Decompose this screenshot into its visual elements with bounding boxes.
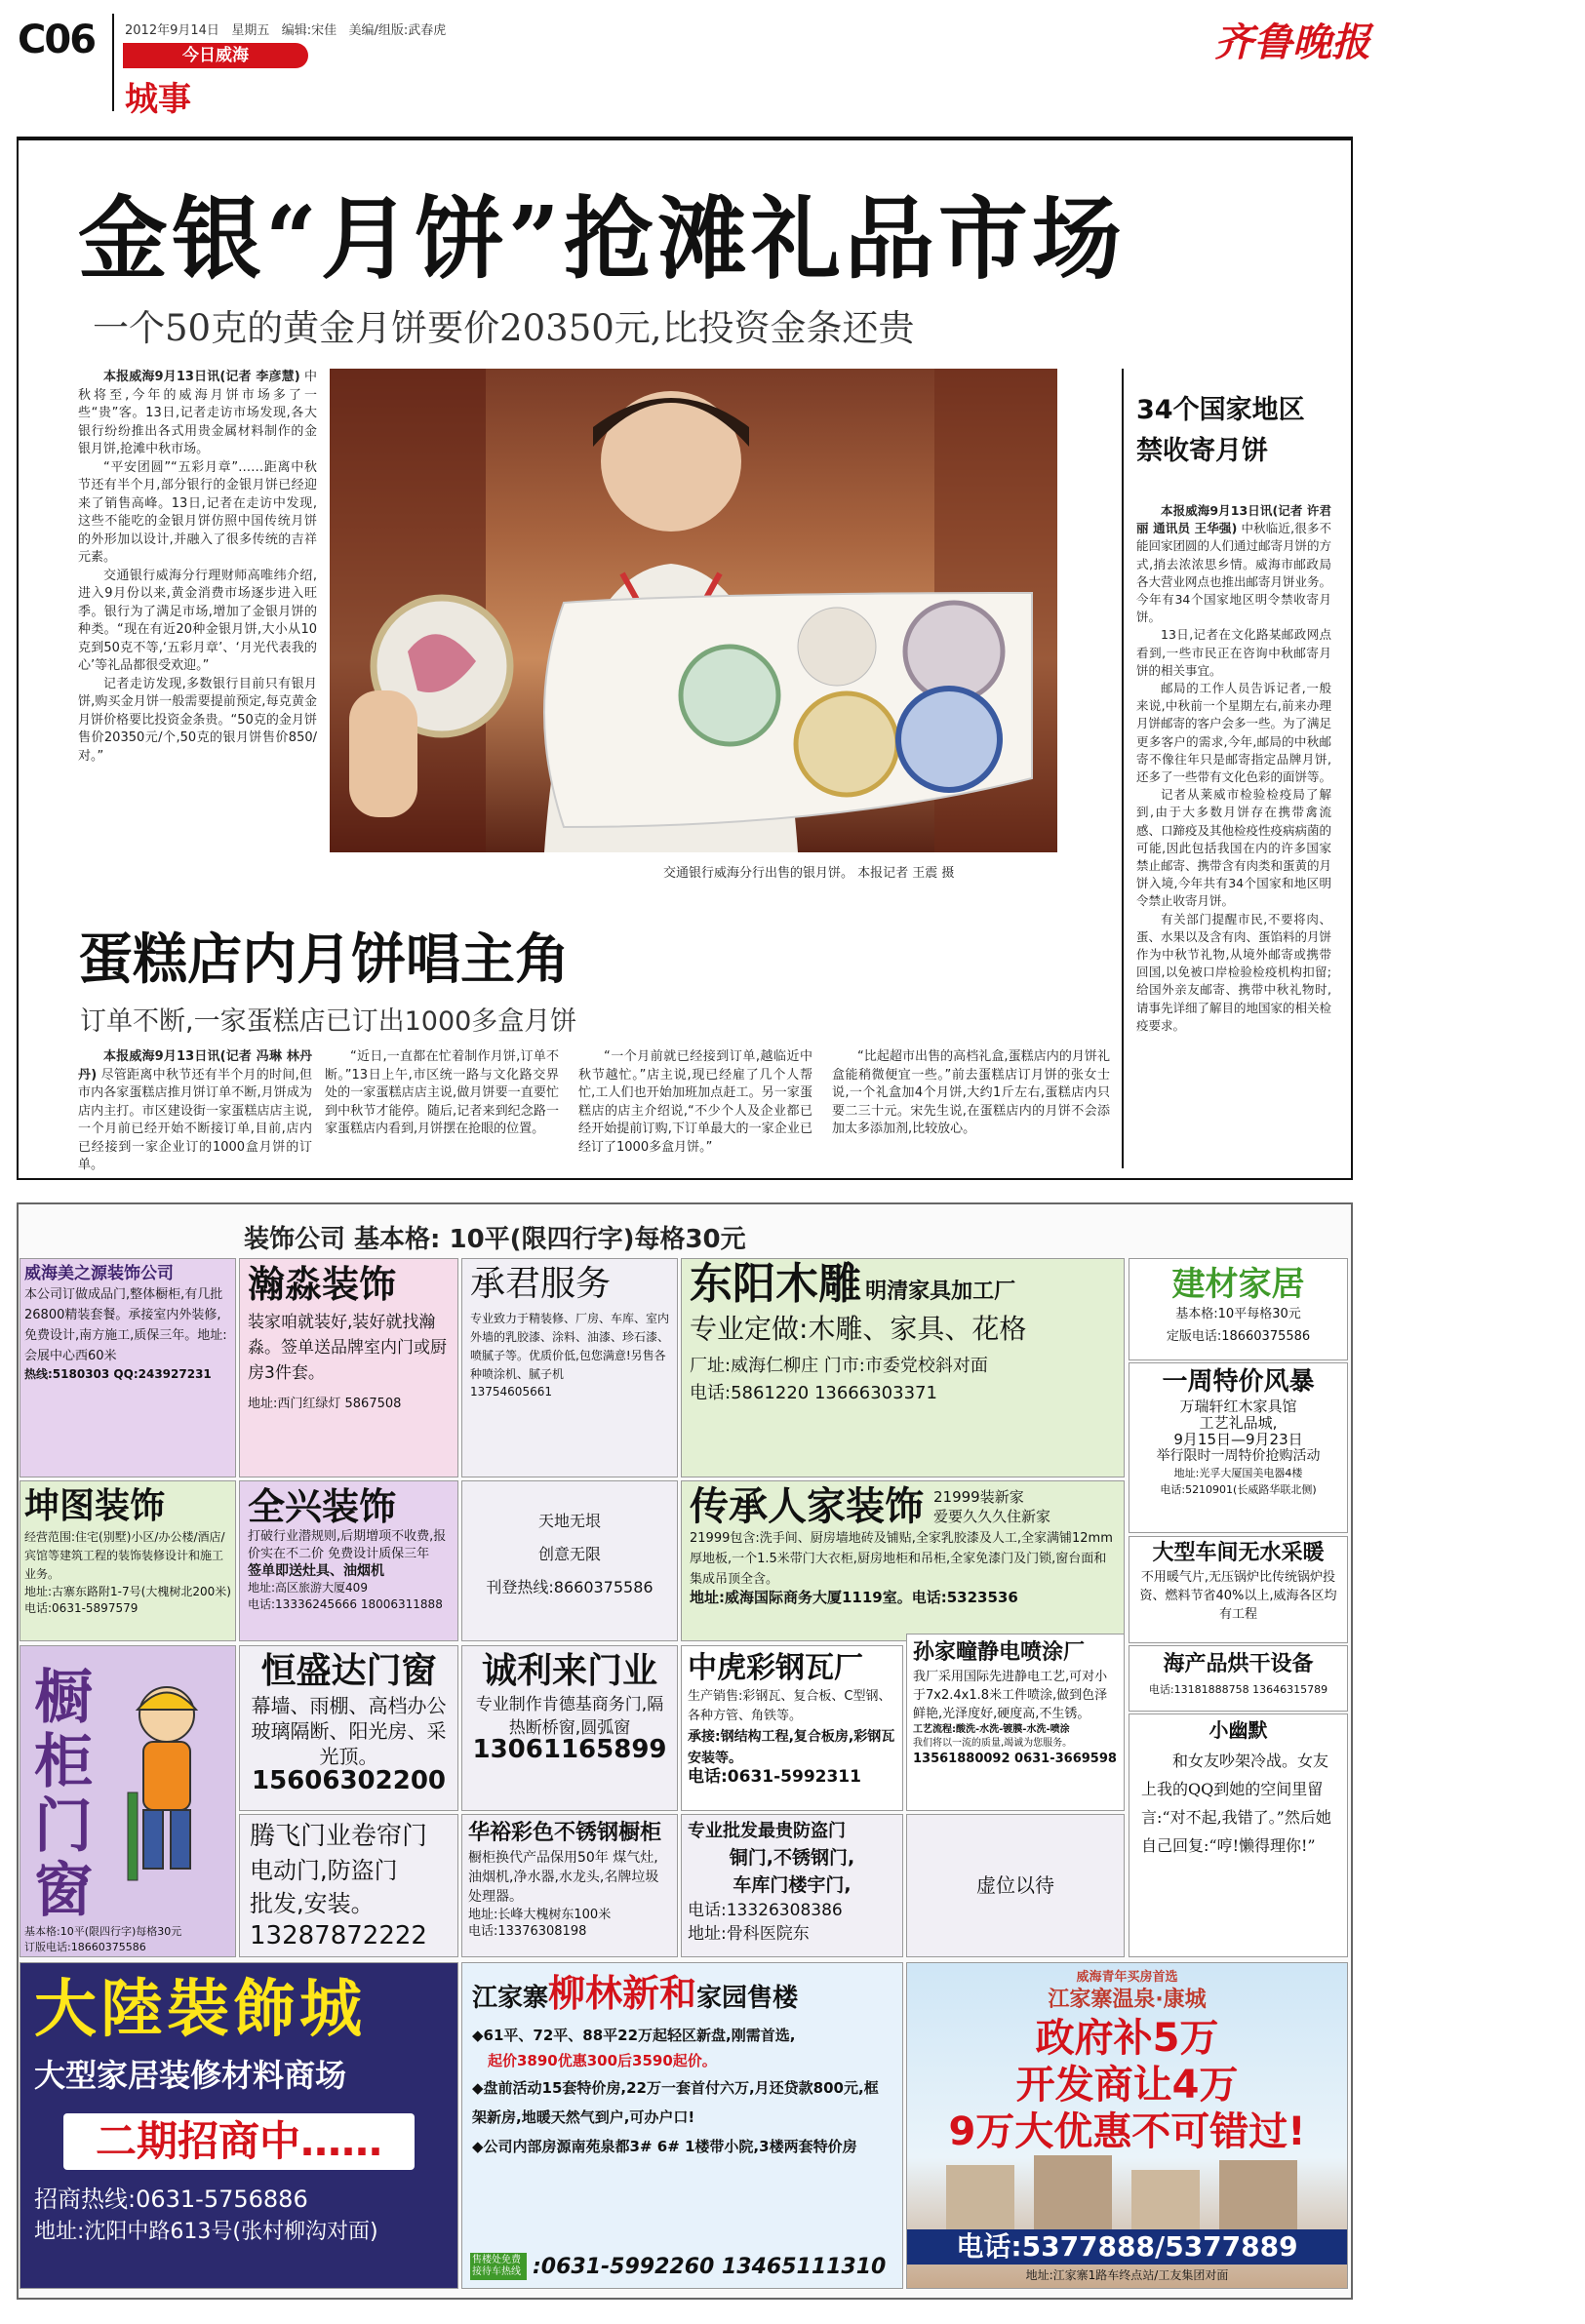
section-tag: 今日威海 bbox=[123, 43, 308, 68]
ad-hengsheng: 恒盛达门窗 幕墙、雨棚、高档办公玻璃隔断、阳光房、采光顶。 15606302200 bbox=[239, 1645, 458, 1811]
banner-wenquan: 威海青年买房首选 江家寨温泉·康城 政府补5万 开发商让4万 9万大优惠不可错过! 电话:5377888/5377889 地址:江家寨1路车终点站/工友集团对面 bbox=[906, 1962, 1348, 2289]
ad-sunjia: 孙家疃静电喷涂厂 我厂采用国际先进静电工艺,可对小于7x2.4x1.8米工件喷涂,做到色泽鲜艳,光泽度好,硬度高,不生锈。 工艺流程:酸洗-水洗-镀膜-水洗-喷涂 我们将以一流的质量,竭诚为您服务。 13561880092 0631-3669598 bbox=[906, 1634, 1125, 1811]
ad-jiancai: 建材家居 基本格:10平每格30元 定版电话:18660375586 bbox=[1129, 1258, 1348, 1360]
banner-dalu: 大陸裝飾城 大型家居装修材料商场 二期招商中…… 招商热线:0631-5756886 地址:沈阳中路613号(张村柳沟对面) bbox=[20, 1962, 458, 2289]
ad-kuntu: 坤图装饰 经营范围:住宅(别墅)小区/办公楼/酒店/宾馆等建筑工程的装饰装修设计和施工业务。 地址:古寨东路附1-7号(大槐树北200米)电话:0631-5897579 bbox=[20, 1480, 236, 1641]
ad-haichan: 海产品烘干设备 电话:13181888758 13646315789 bbox=[1129, 1645, 1348, 1712]
ad-yizhou: 一周特价风暴 万瑞轩红木家具馆 工艺礼品城, 9月15日—9月23日 举行限时一周特价抢购活动 地址:光孚大厦国美电器4楼 电话:5210901(长威路华联北侧) bbox=[1129, 1362, 1348, 1533]
ad-chengjun: 承君服务 专业致力于精装修、厂房、车库、室内外墙的乳胶漆、涂料、油漆、珍石漆、喷腻子等。优质价低,包您满意!另售各种喷涂机、腻子机 13754605661 bbox=[461, 1258, 678, 1477]
ad-chengli: 诚利来门业 专业制作肯德基商务门,隔热断桥窗,圆弧窗 13061165899 bbox=[461, 1645, 678, 1811]
ad-xuwei: 虚位以待 bbox=[906, 1814, 1125, 1957]
ad-chuancheng: 传承人家装饰 21999装新家 爱要久久久住新家 21999包含:洗手间、厨房墙地砖及铺贴,全家乳胶漆及人工,全家满铺12mm厚地板,一个1.5米带门大衣柜,厨房地柜和吊柜,全家免漆门及门锁,窗台面和集成吊顶全含。 地址:威海国际商务大厦1119室。电话:5323536 bbox=[681, 1480, 1125, 1641]
story2-col-3: “一个月前就已经接到订单,越临近中秋节越忙。”店主说,现已经雇了几个人帮忙,工人们也开始加班加点赶工。另一家蛋糕店的店主介绍说,“不少个人及企业都已经开始提前订购,下订单最大的一家企业已经订了1000多盒月饼。” bbox=[578, 1049, 812, 1155]
banner-liulin: 江家寨柳林新和家园售楼 ◆61平、72平、88平22万起轻区新盘,刚需首选, 起价3890优惠300后3590起价。 ◆盘前活动15套特价房,22万一套首付六万,月还贷款800元,框架新房,地暖天然气到户,可办户口! ◆公司内部房源南苑泉都3# 6# 1楼带小院,3楼两套特价房 售楼处免费接待车热线 :0631-5992260 13465111310 bbox=[461, 1962, 903, 2289]
page-header bbox=[0, 0, 1585, 122]
story2-subhead: 订单不断,一家蛋糕店已订出1000多盒月饼 bbox=[80, 1006, 577, 1037]
ad-fangdao: 专业批发最贵防盗门 铜门,不锈钢门, 车库门楼宇门, 电话:13326308386 地址:骨科医院东 bbox=[681, 1814, 903, 1957]
story2-col-4: “比起超市出售的高档礼盒,蛋糕店内的月饼礼盒能稍微便宜一些。”前去蛋糕店订月饼的张女士说,一个礼盒加4个月饼,大约1斤左右,蛋糕店内只要二三十元。宋先生说,在蛋糕店内的月饼不会添加太多添加剂,比较放心。 bbox=[832, 1049, 1110, 1136]
ad-tiandi: 天地无垠 创意无限 刊登热线:8660375586 bbox=[461, 1480, 678, 1641]
main-headline: 金银“月饼”抢滩礼品市场 bbox=[78, 186, 1126, 292]
main-subhead: 一个50克的黄金月饼要价20350元,比投资金条还贵 bbox=[93, 307, 915, 349]
photo-illustration bbox=[330, 369, 1057, 852]
sidebar-lead: 本报威海9月13日讯(记者 许君丽 通讯员 王华强) bbox=[1136, 503, 1331, 536]
sidebar-story-text: 本报威海9月13日讯(记者 许君丽 通讯员 王华强) 中秋临近,很多不能回家团圆的人们通过邮寄月饼的方式,捎去浓浓思乡情。威海市邮政局各大营业网点也推出邮寄月饼业务。今年有34个国家地区明令禁收寄月饼。 13日,记者在文化路某邮政网点看到,一些市民正在咨询中秋邮寄月饼的相关事宜。 邮局的工作人员告诉记者,一般来说,中秋前一个星期左右,前来办理月饼邮寄的客户会多一些。为了满足更多客户的需求,今年,邮局的中秋邮寄不像往年只是邮寄指定品牌月饼,还多了一些带有文化色彩的面饼等。 记者从莱威市检验检疫局了解到,由于大多数月饼存在携带禽流感、口蹄疫及其他检疫性疫病病菌的可能,因此包括我国在内的许多国家禁止邮寄、携带含有肉类和蛋黄的月饼入境,今年共有34个国家和地区明令禁止收寄月饼。 有关部门提醒市民,不要将肉、蛋、水果以及含有肉、蛋馅料的月饼作为中秋节礼物,从境外邮寄或携带回国,以免被口岸检验检疫机构扣留;给国外亲友邮寄、携带中秋礼物时,请事先详细了解目的地国家的相关检疫要求。 bbox=[1136, 503, 1331, 1033]
ad-joke: 小幽默 和女友吵架冷战。女友上我的QQ到她的空间里留言:“对不起,我错了。”然后她自己回复:“哼!懒得理你!” bbox=[1129, 1713, 1348, 1957]
header-meta: 2012年9月14日 星期五 编辑:宋佳 美编/组版:武春虎 bbox=[125, 23, 447, 38]
ad-tengfei: 腾飞门业卷帘门 电动门,防盗门 批发,安装。 13287872222 bbox=[239, 1814, 458, 1957]
ad-dongyang: 东阳木雕 明清家具加工厂 专业定做:木雕、家具、花格 厂址:威海仁柳庄 门市:市委党校斜对面 电话:5861220 13666303371 bbox=[681, 1258, 1125, 1477]
ad-hanmiao: 瀚淼装饰 装家咱就装好,装好就找瀚淼。签单送品牌室内门或厨房3件套。 地址:西门红绿灯 5867508 bbox=[239, 1258, 458, 1477]
page-code: C06 bbox=[18, 18, 96, 62]
ad-dayuan: 大型车间无水采暖 不用暖气片,无压锅炉比传统锅炉投资、燃料节省40%以上,威海各区均有工程 bbox=[1129, 1536, 1348, 1643]
story2-col-2: “近日,一直都在忙着制作月饼,订单不断。”13日上午,市区统一路与文化路交界处的一家蛋糕店店主说,做月饼要一直要忙到中秋节才能停。随后,记者来到纪念路一家蛋糕店内看到,月饼摆在抢眼的位置。 bbox=[325, 1049, 559, 1136]
worker-icon bbox=[108, 1675, 225, 1890]
main-story-lead: 本报威海9月13日讯(记者 李彦慧) bbox=[103, 370, 300, 384]
ad-meiyuan: 威海美之源装饰公司 本公司订做成品门,整体橱柜,有几批26800精装套餐。承接室内外装修,免费设计,南方施工,质保三年。地址:会展中心西60米 热线:5180303 QQ:243927231 bbox=[20, 1258, 236, 1477]
ad-zhonghu: 中虎彩钢瓦厂 生产销售:彩钢瓦、复合板、C型钢、各种方管、角铁等。 承接:钢结构工程,复合板房,彩钢瓦安装等。 电话:0631-5992311 bbox=[681, 1645, 903, 1811]
sidebar-divider bbox=[1122, 369, 1124, 1168]
story2-col-1: 本报威海9月13日讯(记者 冯琳 林丹丹) 尽管距离中秋节还有半个月的时间,但市内各家蛋糕店推月饼订单不断,月饼成为店内主打。市区建设街一家蛋糕店店主说,一个月前已经开始不断接订单,目前,店内已经接到一家企业订的1000盒月饼的订单。 bbox=[78, 1049, 312, 1170]
header-rule bbox=[112, 14, 114, 111]
ad-quanxing: 全兴装饰 打破行业潜规则,后期增项不收费,报价实在不二价 免费设计质保三年 签单即送灶具、油烟机 地址:高区旅游大厦409 电话:13336245666 18006311888 bbox=[239, 1480, 458, 1641]
ad-chugui: 橱柜门窗 基本格:10平(限四行字)每格30元 订版电话:18660375586 bbox=[20, 1645, 236, 1957]
classifieds-heading: 装饰公司 基本格: 10平(限四行字)每格30元 bbox=[244, 1225, 746, 1254]
masthead-logo: 齐鲁晚报 bbox=[1214, 20, 1370, 65]
main-story-text: 本报威海9月13日讯(记者 李彦慧) 中秋将至,今年的威海月饼市场多了一些“贵”客。13日,记者走访市场发现,各大银行纷纷推出各式用贵金属材料制作的金银月饼,抢滩中秋市场。 “平安团圆”“五彩月章”……距离中秋节还有半个月,部分银行的金银月饼已经迎来了销售高峰。13日,记者在走访中发现,这些不能吃的金银月饼仿照中国传统月饼的外形加以设计,并融入了很多传统的吉祥元素。 交通银行威海分行理财师高唯纬介绍,进入9月份以来,黄金消费市场逐步进入旺季。银行为了满足市场,增加了金银月饼的种类。“现在有近20种金银月饼,大小从10克到50克不等,‘五彩月章’、‘月光代表我的心’等礼品都很受欢迎。” 记者走访发现,多数银行目前只有银月饼,购买金月饼一般需要提前预定,每克黄金月饼价格要比投资金条贵。“50克的金月饼售价20350元/个,50克的银月饼售价850/对。” bbox=[78, 370, 317, 764]
mooncake-photo bbox=[330, 369, 1057, 852]
section-title: 城事 bbox=[125, 80, 191, 119]
photo-caption: 交通银行威海分行出售的银月饼。 本报记者 王震 摄 bbox=[663, 866, 955, 881]
ad-huacai: 华裕彩色不锈钢橱柜 橱柜换代产品保用50年 煤气灶,油烟机,净水器,水龙头,名牌垃圾处理器。 地址:长峰大槐树东100米 电话:13376308198 bbox=[461, 1814, 678, 1957]
story2-headline: 蛋糕店内月饼唱主角 bbox=[78, 927, 570, 992]
sidebar-headline: 34个国家地区禁收寄月饼 bbox=[1136, 395, 1305, 466]
